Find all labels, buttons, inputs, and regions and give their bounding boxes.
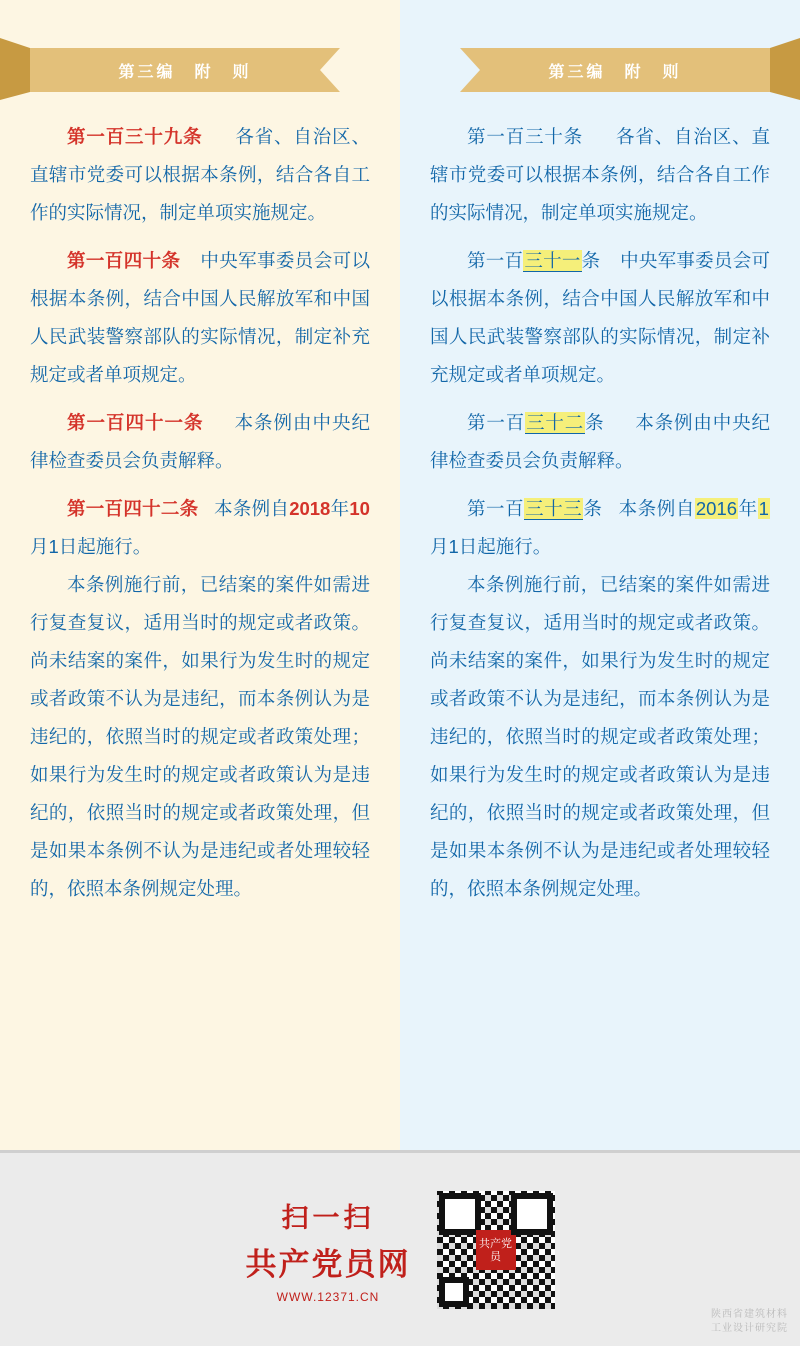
transition-clause-paragraph: 本条例施行前，已结案的案件如需进行复查复议，适用当时的规定或者政策。尚未结案的案件，如果行为发生时的规定或者政策不认为是违纪，而本条例认为是违纪的，依照当时的规定或者政策处理；如果行为发生时的规定或者政策认为是违纪的，依照当时的规定或者政策处理，但是如果本条例不认为是违纪或者处理较轻的，依照本条例规定处理。: [430, 574, 770, 899]
ribbon-notch-right: [460, 48, 480, 92]
qr-logo: 共产党员: [476, 1230, 516, 1270]
body-text-left: [0, 100, 400, 908]
site-url: WWW.12371.CN: [276, 1289, 380, 1304]
article-number-suffix: 条: [581, 250, 601, 271]
article-number-prefix: 第一百: [467, 498, 525, 519]
footer-content: [0, 1153, 800, 1346]
effective-year: 2016: [695, 498, 738, 519]
article-paragraph: [30, 490, 370, 566]
ribbon-left: [30, 48, 340, 92]
article-body-before: 本条例自: [213, 498, 290, 519]
article-body: 中央军事委员会可以根据本条例，结合中国人民解放军和中国人民武装警察部队的实际情况，制定补充规定或者单项规定。: [430, 250, 770, 385]
article-number-highlight: 四十: [123, 250, 162, 271]
effective-month: 1: [758, 498, 769, 519]
column-left-2018-version: [0, 0, 400, 1150]
ribbon-tail-right: [770, 38, 800, 100]
article-body-after: 月1日起施行。: [430, 536, 552, 557]
article-body: 本条例由中央纪律检查委员会负责解释。: [30, 412, 370, 471]
article-number-suffix: 条: [183, 412, 204, 433]
banner-title-left: 第三编 附 则: [118, 63, 252, 81]
scan-prompt: [246, 1196, 411, 1304]
article-number-prefix: 第一百: [467, 250, 524, 271]
article-paragraph: [430, 490, 770, 566]
article-paragraph: [30, 404, 370, 480]
article-number-suffix: 条: [161, 250, 181, 271]
credit-block: [711, 1308, 788, 1336]
banner-title-right: 第三编 附 则: [548, 63, 682, 81]
article-body-mid: 年: [738, 498, 758, 519]
transition-clause-paragraph: 本条例施行前，已结案的案件如需进行复查复议，适用当时的规定或者政策。尚未结案的案件，如果行为发生时的规定或者政策不认为是违纪，而本条例认为是违纪的，依照当时的规定或者政策处理；如果行为发生时的规定或者政策认为是违纪的，依照当时的规定或者政策处理，但是如果本条例不认为是违纪或者处理较轻的，依照本条例规定处理。: [30, 574, 370, 899]
article-body-before: 本条例自: [618, 498, 695, 519]
article-paragraph: [30, 242, 370, 394]
article-number-highlight: 三十二: [526, 412, 585, 433]
article-paragraph: [430, 404, 770, 480]
article-body: 中央军事委员会可以根据本条例，结合中国人民解放军和中国人民武装警察部队的实际情况，制定补充规定或者单项规定。: [30, 250, 370, 385]
article-number-highlight: 九: [163, 126, 184, 147]
banner-right: [400, 38, 800, 100]
article-number-prefix: 第一百: [67, 498, 124, 519]
article-paragraph: [30, 118, 370, 232]
article-number-suffix: 条: [179, 498, 199, 519]
ribbon-tail-left: [0, 38, 30, 100]
article-body: 各省、自治区、直辖市党委可以根据本条例，结合各自工作的实际情况，制定单项实施规定。: [30, 126, 370, 223]
credit-line-1: 陕西省建筑材料: [711, 1309, 788, 1320]
site-name: 共产党员网: [245, 1246, 411, 1283]
credit-line-2: 工业设计研究院: [711, 1323, 788, 1334]
article-number-highlight: 三十三: [525, 498, 583, 519]
scan-label: 扫一扫: [281, 1202, 375, 1234]
ribbon-notch-left: [320, 48, 340, 92]
article-paragraph: [430, 242, 770, 394]
banner-left: [0, 38, 400, 100]
article-number-highlight: 四十一: [125, 412, 184, 433]
article-number-prefix: 第一百三十条: [467, 126, 584, 147]
article-number-highlight: 三十一: [524, 250, 581, 271]
article-number-suffix: 条: [585, 412, 605, 433]
article-body: 各省、自治区、直辖市党委可以根据本条例，结合各自工作的实际情况，制定单项实施规定。: [430, 126, 770, 223]
article-number-prefix: 第一百: [467, 412, 526, 433]
article-body-after: 月1日起施行。: [30, 536, 152, 557]
effective-year: 2018: [289, 498, 331, 519]
article-number-prefix: 第一百: [67, 250, 124, 271]
article-body: 本条例由中央纪律检查委员会负责解释。: [430, 412, 770, 471]
article-number-suffix: 条: [583, 498, 603, 519]
ribbon-right: [460, 48, 770, 92]
article-number-prefix: 第一百三十: [67, 126, 164, 147]
article-number-highlight: 四十二: [123, 498, 180, 519]
qr-code[interactable]: [437, 1191, 555, 1309]
body-text-right: [400, 100, 800, 908]
article-paragraph: [430, 118, 770, 232]
article-number-prefix: 第一百: [67, 412, 126, 433]
article-body-mid: 年: [330, 498, 350, 519]
qr-finder-icon: [439, 1277, 469, 1307]
footer-bar: [0, 1150, 800, 1346]
effective-month: 10: [349, 498, 370, 519]
article-number-suffix: 条: [183, 126, 203, 147]
column-right-2016-version: [400, 0, 800, 1150]
